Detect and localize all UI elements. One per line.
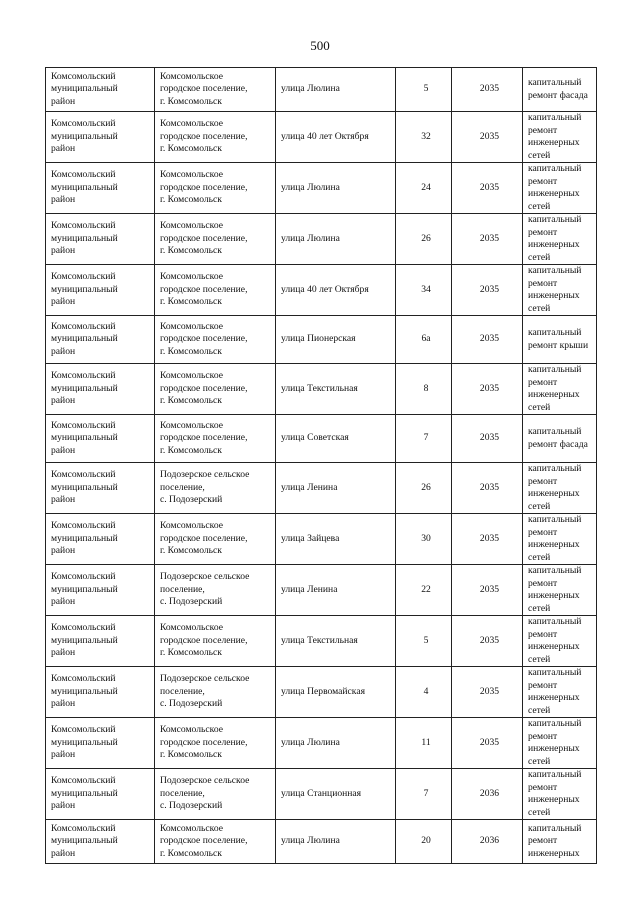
table-row: [46, 514, 597, 565]
district-cell: Комсомольский муниципальный район: [46, 514, 155, 565]
settlement-cell: Комсомольское городское поселение, г. Комсомольск: [155, 214, 276, 265]
house-number-cell: 32: [396, 112, 452, 163]
table-row: [46, 364, 597, 415]
settlement-cell: Комсомольское городское поселение, г. Комсомольск: [155, 415, 276, 463]
street-cell: улица 40 лет Октября: [276, 265, 396, 316]
work-type-cell: капитальный ремонт инженерных сетей: [523, 769, 597, 820]
work-type-cell: капитальный ремонт инженерных сетей: [523, 265, 597, 316]
year-cell: 2035: [452, 214, 523, 265]
table-row: [46, 163, 597, 214]
street-cell: улица Люлина: [276, 820, 396, 864]
house-number-cell: 11: [396, 718, 452, 769]
settlement-cell: Комсомольское городское поселение, г. Комсомольск: [155, 616, 276, 667]
settlement-cell: Подозерское сельское поселение, с. Подозерский: [155, 463, 276, 514]
year-cell: 2036: [452, 820, 523, 864]
year-cell: 2035: [452, 415, 523, 463]
street-cell: улица 40 лет Октября: [276, 112, 396, 163]
house-number-cell: 7: [396, 769, 452, 820]
page-number: 500: [310, 38, 330, 53]
settlement-cell: Комсомольское городское поселение, г. Комсомольск: [155, 316, 276, 364]
district-cell: Комсомольский муниципальный район: [46, 163, 155, 214]
house-number-cell: 5: [396, 616, 452, 667]
house-number-cell: 5: [396, 68, 452, 112]
settlement-cell: Комсомольское городское поселение, г. Комсомольск: [155, 112, 276, 163]
table-row: [46, 214, 597, 265]
table-row: [46, 68, 597, 112]
settlement-cell: Комсомольское городское поселение, г. Комсомольск: [155, 163, 276, 214]
street-cell: улица Текстильная: [276, 364, 396, 415]
table-row: [46, 463, 597, 514]
work-type-cell: капитальный ремонт инженерных сетей: [523, 616, 597, 667]
year-cell: 2035: [452, 316, 523, 364]
table-row: [46, 112, 597, 163]
work-type-cell: капитальный ремонт инженерных сетей: [523, 364, 597, 415]
street-cell: улица Люлина: [276, 163, 396, 214]
year-cell: 2035: [452, 463, 523, 514]
year-cell: 2036: [452, 769, 523, 820]
house-number-cell: 34: [396, 265, 452, 316]
district-cell: Комсомольский муниципальный район: [46, 316, 155, 364]
work-type-cell: капитальный ремонт инженерных: [523, 820, 597, 864]
settlement-cell: Подозерское сельское поселение, с. Подозерский: [155, 565, 276, 616]
district-cell: Комсомольский муниципальный район: [46, 820, 155, 864]
district-cell: Комсомольский муниципальный район: [46, 214, 155, 265]
house-number-cell: 26: [396, 463, 452, 514]
settlement-cell: Комсомольское городское поселение, г. Комсомольск: [155, 718, 276, 769]
house-number-cell: 6а: [396, 316, 452, 364]
district-cell: Комсомольский муниципальный район: [46, 667, 155, 718]
year-cell: 2035: [452, 68, 523, 112]
street-cell: улица Текстильная: [276, 616, 396, 667]
district-cell: Комсомольский муниципальный район: [46, 565, 155, 616]
year-cell: 2035: [452, 364, 523, 415]
table-row: [46, 820, 597, 864]
house-number-cell: 20: [396, 820, 452, 864]
street-cell: улица Станционная: [276, 769, 396, 820]
district-cell: Комсомольский муниципальный район: [46, 616, 155, 667]
work-type-cell: капитальный ремонт инженерных сетей: [523, 163, 597, 214]
table-row: [46, 316, 597, 364]
work-type-cell: капитальный ремонт инженерных сетей: [523, 514, 597, 565]
house-number-cell: 22: [396, 565, 452, 616]
table-row: [46, 565, 597, 616]
year-cell: 2035: [452, 163, 523, 214]
street-cell: улица Пионерская: [276, 316, 396, 364]
district-cell: Комсомольский муниципальный район: [46, 415, 155, 463]
year-cell: 2035: [452, 265, 523, 316]
street-cell: улица Ленина: [276, 565, 396, 616]
settlement-cell: Подозерское сельское поселение, с. Подозерский: [155, 769, 276, 820]
district-cell: Комсомольский муниципальный район: [46, 463, 155, 514]
settlement-cell: Подозерское сельское поселение, с. Подозерский: [155, 667, 276, 718]
street-cell: улица Люлина: [276, 214, 396, 265]
table-row: [46, 667, 597, 718]
district-cell: Комсомольский муниципальный район: [46, 718, 155, 769]
table-row: [46, 415, 597, 463]
street-cell: улица Зайцева: [276, 514, 396, 565]
work-type-cell: капитальный ремонт инженерных сетей: [523, 718, 597, 769]
street-cell: улица Ленина: [276, 463, 396, 514]
work-type-cell: капитальный ремонт инженерных сетей: [523, 463, 597, 514]
house-number-cell: 24: [396, 163, 452, 214]
street-cell: улица Люлина: [276, 68, 396, 112]
district-cell: Комсомольский муниципальный район: [46, 68, 155, 112]
house-number-cell: 8: [396, 364, 452, 415]
table-row: [46, 769, 597, 820]
district-cell: Комсомольский муниципальный район: [46, 112, 155, 163]
settlement-cell: Комсомольское городское поселение, г. Комсомольск: [155, 265, 276, 316]
year-cell: 2035: [452, 616, 523, 667]
street-cell: улица Люлина: [276, 718, 396, 769]
year-cell: 2035: [452, 514, 523, 565]
settlement-cell: Комсомольское городское поселение, г. Комсомольск: [155, 514, 276, 565]
settlement-cell: Комсомольское городское поселение, г. Комсомольск: [155, 364, 276, 415]
year-cell: 2035: [452, 718, 523, 769]
work-type-cell: капитальный ремонт фасада: [523, 68, 597, 112]
work-type-cell: капитальный ремонт инженерных сетей: [523, 214, 597, 265]
table-body: [46, 68, 597, 864]
work-type-cell: капитальный ремонт крыши: [523, 316, 597, 364]
repair-schedule-table: [45, 67, 597, 864]
year-cell: 2035: [452, 112, 523, 163]
street-cell: улица Советская: [276, 415, 396, 463]
district-cell: Комсомольский муниципальный район: [46, 364, 155, 415]
house-number-cell: 30: [396, 514, 452, 565]
year-cell: 2035: [452, 667, 523, 718]
settlement-cell: Комсомольское городское поселение, г. Комсомольск: [155, 68, 276, 112]
house-number-cell: 26: [396, 214, 452, 265]
table-row: [46, 265, 597, 316]
street-cell: улица Первомайская: [276, 667, 396, 718]
work-type-cell: капитальный ремонт фасада: [523, 415, 597, 463]
house-number-cell: 4: [396, 667, 452, 718]
work-type-cell: капитальный ремонт инженерных сетей: [523, 112, 597, 163]
house-number-cell: 7: [396, 415, 452, 463]
year-cell: 2035: [452, 565, 523, 616]
district-cell: Комсомольский муниципальный район: [46, 769, 155, 820]
table-row: [46, 718, 597, 769]
work-type-cell: капитальный ремонт инженерных сетей: [523, 667, 597, 718]
table-row: [46, 616, 597, 667]
district-cell: Комсомольский муниципальный район: [46, 265, 155, 316]
settlement-cell: Комсомольское городское поселение, г. Комсомольск: [155, 820, 276, 864]
work-type-cell: капитальный ремонт инженерных сетей: [523, 565, 597, 616]
